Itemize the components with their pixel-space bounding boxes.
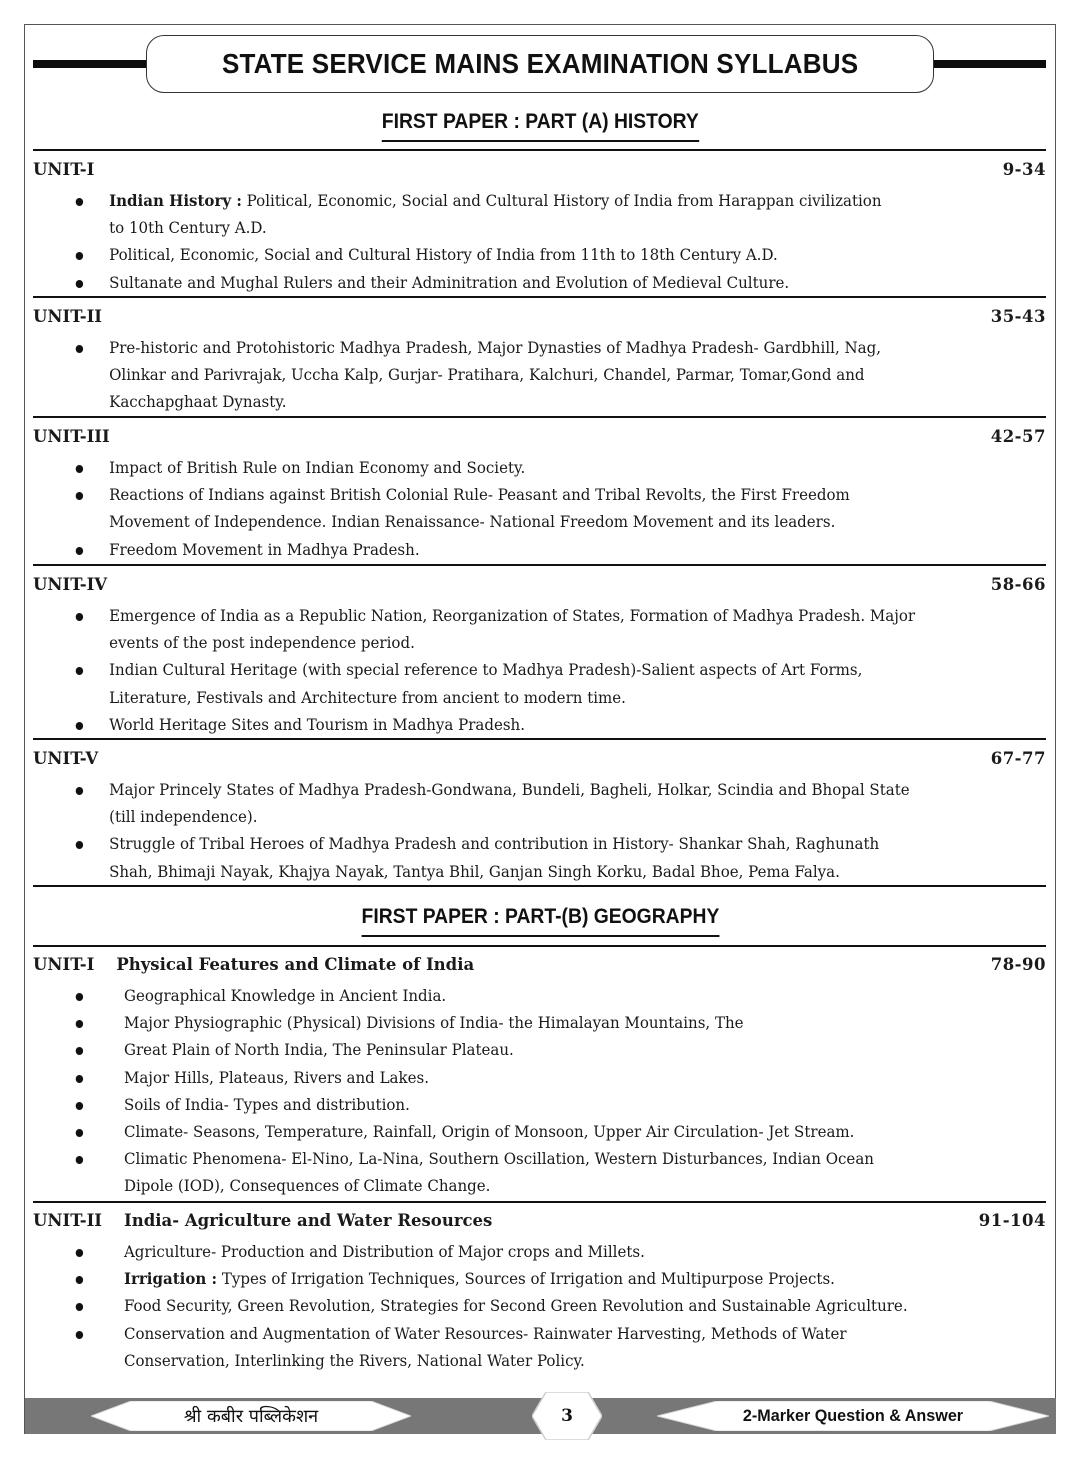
unit-name: UNIT-III bbox=[33, 427, 110, 446]
unit-header bbox=[33, 749, 1046, 776]
topic-text: to 10th Century A.D. bbox=[109, 218, 267, 238]
topic-text: Climate- Seasons, Temperature, Rainfall, Origin of Monsoon, Upper Air Circulation- Jet Stream. bbox=[123, 1122, 855, 1142]
topic-item bbox=[33, 1009, 973, 1036]
unit-name: UNIT-V bbox=[33, 749, 99, 768]
bullet-icon bbox=[76, 1276, 83, 1284]
topic-item bbox=[33, 656, 973, 683]
topic-item bbox=[33, 1118, 973, 1145]
bullet-icon bbox=[76, 252, 83, 260]
topic-text: Climatic Phenomena- El-Nino, La-Nina, Southern Oscillation, Western Disturbances, Indian Ocean bbox=[123, 1149, 874, 1169]
unit-page-range: 35-43 bbox=[990, 307, 1046, 326]
unit-name: UNIT-IV bbox=[33, 575, 108, 594]
topic-text: Major Princely States of Madhya Pradesh-Gondwana, Bundeli, Bagheli, Holkar, Scindia and Bhopal State bbox=[109, 780, 910, 799]
unit-topic-list bbox=[33, 1238, 1046, 1374]
topic-text: Major Hills, Plateaus, Rivers and Lakes. bbox=[123, 1067, 429, 1087]
unit-page-range: 67-77 bbox=[990, 749, 1046, 768]
topic-text: Agriculture- Production and Distribution of Major crops and Millets. bbox=[123, 1242, 645, 1261]
topic-item-continuation bbox=[33, 361, 973, 388]
topic-text: Kacchapghaat Dynasty. bbox=[109, 392, 287, 412]
topic-text: Freedom Movement in Madhya Pradesh. bbox=[109, 539, 420, 559]
topic-item bbox=[33, 454, 973, 481]
topic-text: Conservation and Augmentation of Water Resources- Rainwater Harvesting, Methods of Water bbox=[123, 1323, 847, 1343]
topic-text: Political, Economic, Social and Cultural History of India from 11th to 18th Century A.D. bbox=[109, 245, 778, 265]
history-unit-4 bbox=[33, 575, 1046, 738]
topic-text: Movement of Independence. Indian Renaissance- National Freedom Movement and its leaders. bbox=[109, 512, 836, 532]
divider bbox=[33, 149, 1046, 151]
unit-header bbox=[33, 575, 1046, 602]
series-name: 2-Marker Question & Answer bbox=[742, 1406, 964, 1425]
history-unit-3 bbox=[33, 427, 1046, 563]
history-heading: FIRST PAPER : PART (A) HISTORY bbox=[382, 110, 699, 142]
bullet-icon bbox=[76, 280, 83, 288]
topic-text: Impact of British Rule on Indian Economy and Society. bbox=[109, 458, 526, 477]
topic-item bbox=[33, 1145, 973, 1172]
bullet-icon bbox=[76, 345, 83, 353]
topic-item-continuation bbox=[33, 858, 973, 885]
unit-header bbox=[33, 307, 1046, 334]
topic-item-continuation bbox=[33, 388, 973, 415]
topic-text: Major Physiographic (Physical) Divisions of India- the Himalayan Mountains, The bbox=[123, 1013, 744, 1033]
topic-item bbox=[33, 982, 973, 1009]
topic-item bbox=[33, 1320, 973, 1347]
topic-item bbox=[33, 1265, 973, 1292]
topic-item-continuation bbox=[33, 1347, 973, 1374]
topic-text: Literature, Festivals and Architecture from ancient to modern time. bbox=[109, 687, 626, 707]
geography-heading: FIRST PAPER : PART-(B) GEOGRAPHY bbox=[361, 905, 719, 937]
topic-item bbox=[33, 481, 973, 508]
unit-name: UNIT-I bbox=[33, 160, 95, 179]
topic-item-continuation bbox=[33, 684, 973, 711]
topic-text: World Heritage Sites and Tourism in Madhya Pradesh. bbox=[109, 714, 526, 734]
divider bbox=[33, 564, 1046, 566]
history-unit-1 bbox=[33, 160, 1046, 296]
topic-item bbox=[33, 1036, 973, 1063]
topic-text: Olinkar and Parivrajak, Uccha Kalp, Gurjar- Pratihara, Kalchuri, Chandel, Parmar, Tomar,Gond and bbox=[109, 365, 865, 385]
bullet-icon bbox=[76, 841, 83, 849]
bullet-icon bbox=[76, 993, 83, 1001]
bullet-icon bbox=[76, 1156, 83, 1164]
unit-page-range: 78-90 bbox=[990, 955, 1046, 974]
unit-topic-list bbox=[33, 602, 1046, 738]
bullet-icon bbox=[76, 1020, 83, 1028]
unit-topic-list bbox=[33, 454, 1046, 563]
divider bbox=[33, 416, 1046, 418]
topic-item bbox=[33, 241, 973, 268]
unit-header bbox=[33, 427, 1046, 454]
topic-item bbox=[33, 1091, 973, 1118]
unit-topic-list bbox=[33, 776, 1046, 885]
topic-text: Sultanate and Mughal Rulers and their Adminitration and Evolution of Medieval Culture. bbox=[109, 272, 790, 292]
topic-lead: Indian History : bbox=[109, 191, 242, 210]
topic-text: Dipole (IOD), Consequences of Climate Change. bbox=[123, 1176, 491, 1196]
topic-item bbox=[33, 830, 973, 857]
page-number: 3 bbox=[561, 1406, 573, 1426]
bullet-icon bbox=[76, 198, 83, 206]
topic-text: Types of Irrigation Techniques, Sources of Irrigation and Multipurpose Projects. bbox=[217, 1269, 835, 1289]
divider bbox=[33, 296, 1046, 298]
unit-header bbox=[33, 955, 1046, 982]
topic-text: Pre-historic and Protohistoric Madhya Pradesh, Major Dynasties of Madhya Pradesh- Gardbhill, Nag, bbox=[109, 338, 882, 357]
unit-header bbox=[33, 160, 1046, 187]
topic-text: events of the post independence period. bbox=[109, 633, 415, 653]
topic-text: (till independence). bbox=[109, 807, 258, 827]
topic-text: Soils of India- Types and distribution. bbox=[123, 1094, 410, 1114]
topic-text: Emergence of India as a Republic Nation, Reorganization of States, Formation of Madhya Pradesh. Major bbox=[109, 606, 916, 625]
topic-text: Political, Economic, Social and Cultural History of India from Harappan civilization bbox=[241, 191, 882, 210]
unit-name: UNIT-II bbox=[33, 1211, 103, 1230]
bullet-icon bbox=[76, 492, 83, 500]
unit-page-range: 9-34 bbox=[1002, 160, 1046, 179]
topic-text: Great Plain of North India, The Peninsular Plateau. bbox=[123, 1040, 514, 1060]
topic-text: Food Security, Green Revolution, Strategies for Second Green Revolution and Sustainable Agriculture. bbox=[123, 1296, 908, 1316]
unit-title: Physical Features and Climate of India bbox=[116, 955, 475, 974]
topic-item bbox=[33, 602, 973, 629]
topic-item-continuation bbox=[33, 214, 973, 241]
topic-lead: Irrigation : bbox=[123, 1269, 218, 1289]
topic-item-continuation bbox=[33, 803, 973, 830]
topic-item bbox=[33, 1238, 973, 1265]
unit-topic-list bbox=[33, 187, 1046, 296]
topic-text: Struggle of Tribal Heroes of Madhya Pradesh and contribution in History- Shankar Shah, Raghunath bbox=[109, 834, 880, 854]
title-box bbox=[146, 35, 934, 93]
unit-topic-list bbox=[33, 334, 1046, 416]
divider bbox=[33, 1201, 1046, 1203]
bullet-icon bbox=[76, 1075, 83, 1083]
divider bbox=[33, 738, 1046, 740]
bullet-icon bbox=[76, 547, 83, 555]
unit-header bbox=[33, 1211, 1046, 1238]
unit-title: India- Agriculture and Water Resources bbox=[124, 1211, 493, 1230]
history-heading-wrap bbox=[0, 110, 1080, 142]
topic-item-continuation bbox=[33, 508, 973, 535]
unit-name: UNIT-I bbox=[33, 955, 95, 974]
series-banner bbox=[657, 1401, 1049, 1431]
bullet-icon bbox=[76, 1303, 83, 1311]
topic-text: Conservation, Interlinking the Rivers, National Water Policy. bbox=[123, 1350, 585, 1370]
topic-item bbox=[33, 269, 973, 296]
topic-item bbox=[33, 1292, 973, 1319]
topic-item bbox=[33, 776, 973, 803]
divider bbox=[33, 885, 1046, 887]
bullet-icon bbox=[76, 1129, 83, 1137]
page-number-badge bbox=[532, 1392, 602, 1440]
topic-item bbox=[33, 536, 973, 563]
page-title: STATE SERVICE MAINS EXAMINATION SYLLABUS bbox=[221, 48, 859, 79]
bullet-icon bbox=[76, 1249, 83, 1257]
history-unit-5 bbox=[33, 749, 1046, 885]
unit-name: UNIT-II bbox=[33, 307, 103, 326]
geography-unit-1 bbox=[33, 955, 1046, 1200]
geography-unit-2 bbox=[33, 1211, 1046, 1374]
topic-text: Reactions of Indians against British Colonial Rule- Peasant and Tribal Revolts, the First Freedom bbox=[109, 485, 850, 505]
topic-text: Indian Cultural Heritage (with special reference to Madhya Pradesh)-Salient aspects of Art Forms, bbox=[109, 660, 863, 680]
unit-page-range: 58-66 bbox=[990, 575, 1046, 594]
bullet-icon bbox=[76, 1331, 83, 1339]
topic-item-continuation bbox=[33, 629, 973, 656]
geography-heading-wrap bbox=[0, 905, 1080, 937]
topic-item-continuation bbox=[33, 1172, 973, 1199]
divider bbox=[33, 945, 1046, 947]
unit-topic-list bbox=[33, 982, 1046, 1200]
bullet-icon bbox=[76, 1047, 83, 1055]
bullet-icon bbox=[76, 613, 83, 621]
history-unit-2 bbox=[33, 307, 1046, 416]
unit-page-range: 42-57 bbox=[990, 427, 1046, 446]
topic-item bbox=[33, 187, 973, 214]
bullet-icon bbox=[76, 667, 83, 675]
publisher-banner bbox=[91, 1401, 411, 1431]
bullet-icon bbox=[76, 465, 83, 473]
publisher-name: श्री कबीर पब्लिकेशन bbox=[183, 1406, 319, 1427]
topic-item bbox=[33, 1064, 973, 1091]
bullet-icon bbox=[76, 787, 83, 795]
footer-bar bbox=[25, 1398, 1056, 1434]
topic-item bbox=[33, 711, 973, 738]
topic-text: Geographical Knowledge in Ancient India. bbox=[123, 986, 447, 1005]
bullet-icon bbox=[76, 722, 83, 730]
unit-page-range: 91-104 bbox=[978, 1211, 1046, 1230]
topic-item bbox=[33, 334, 973, 361]
bullet-icon bbox=[76, 1102, 83, 1110]
topic-text: Shah, Bhimaji Nayak, Khajya Nayak, Tantya Bhil, Ganjan Singh Korku, Badal Bhoe, Pema Falya. bbox=[109, 861, 840, 881]
